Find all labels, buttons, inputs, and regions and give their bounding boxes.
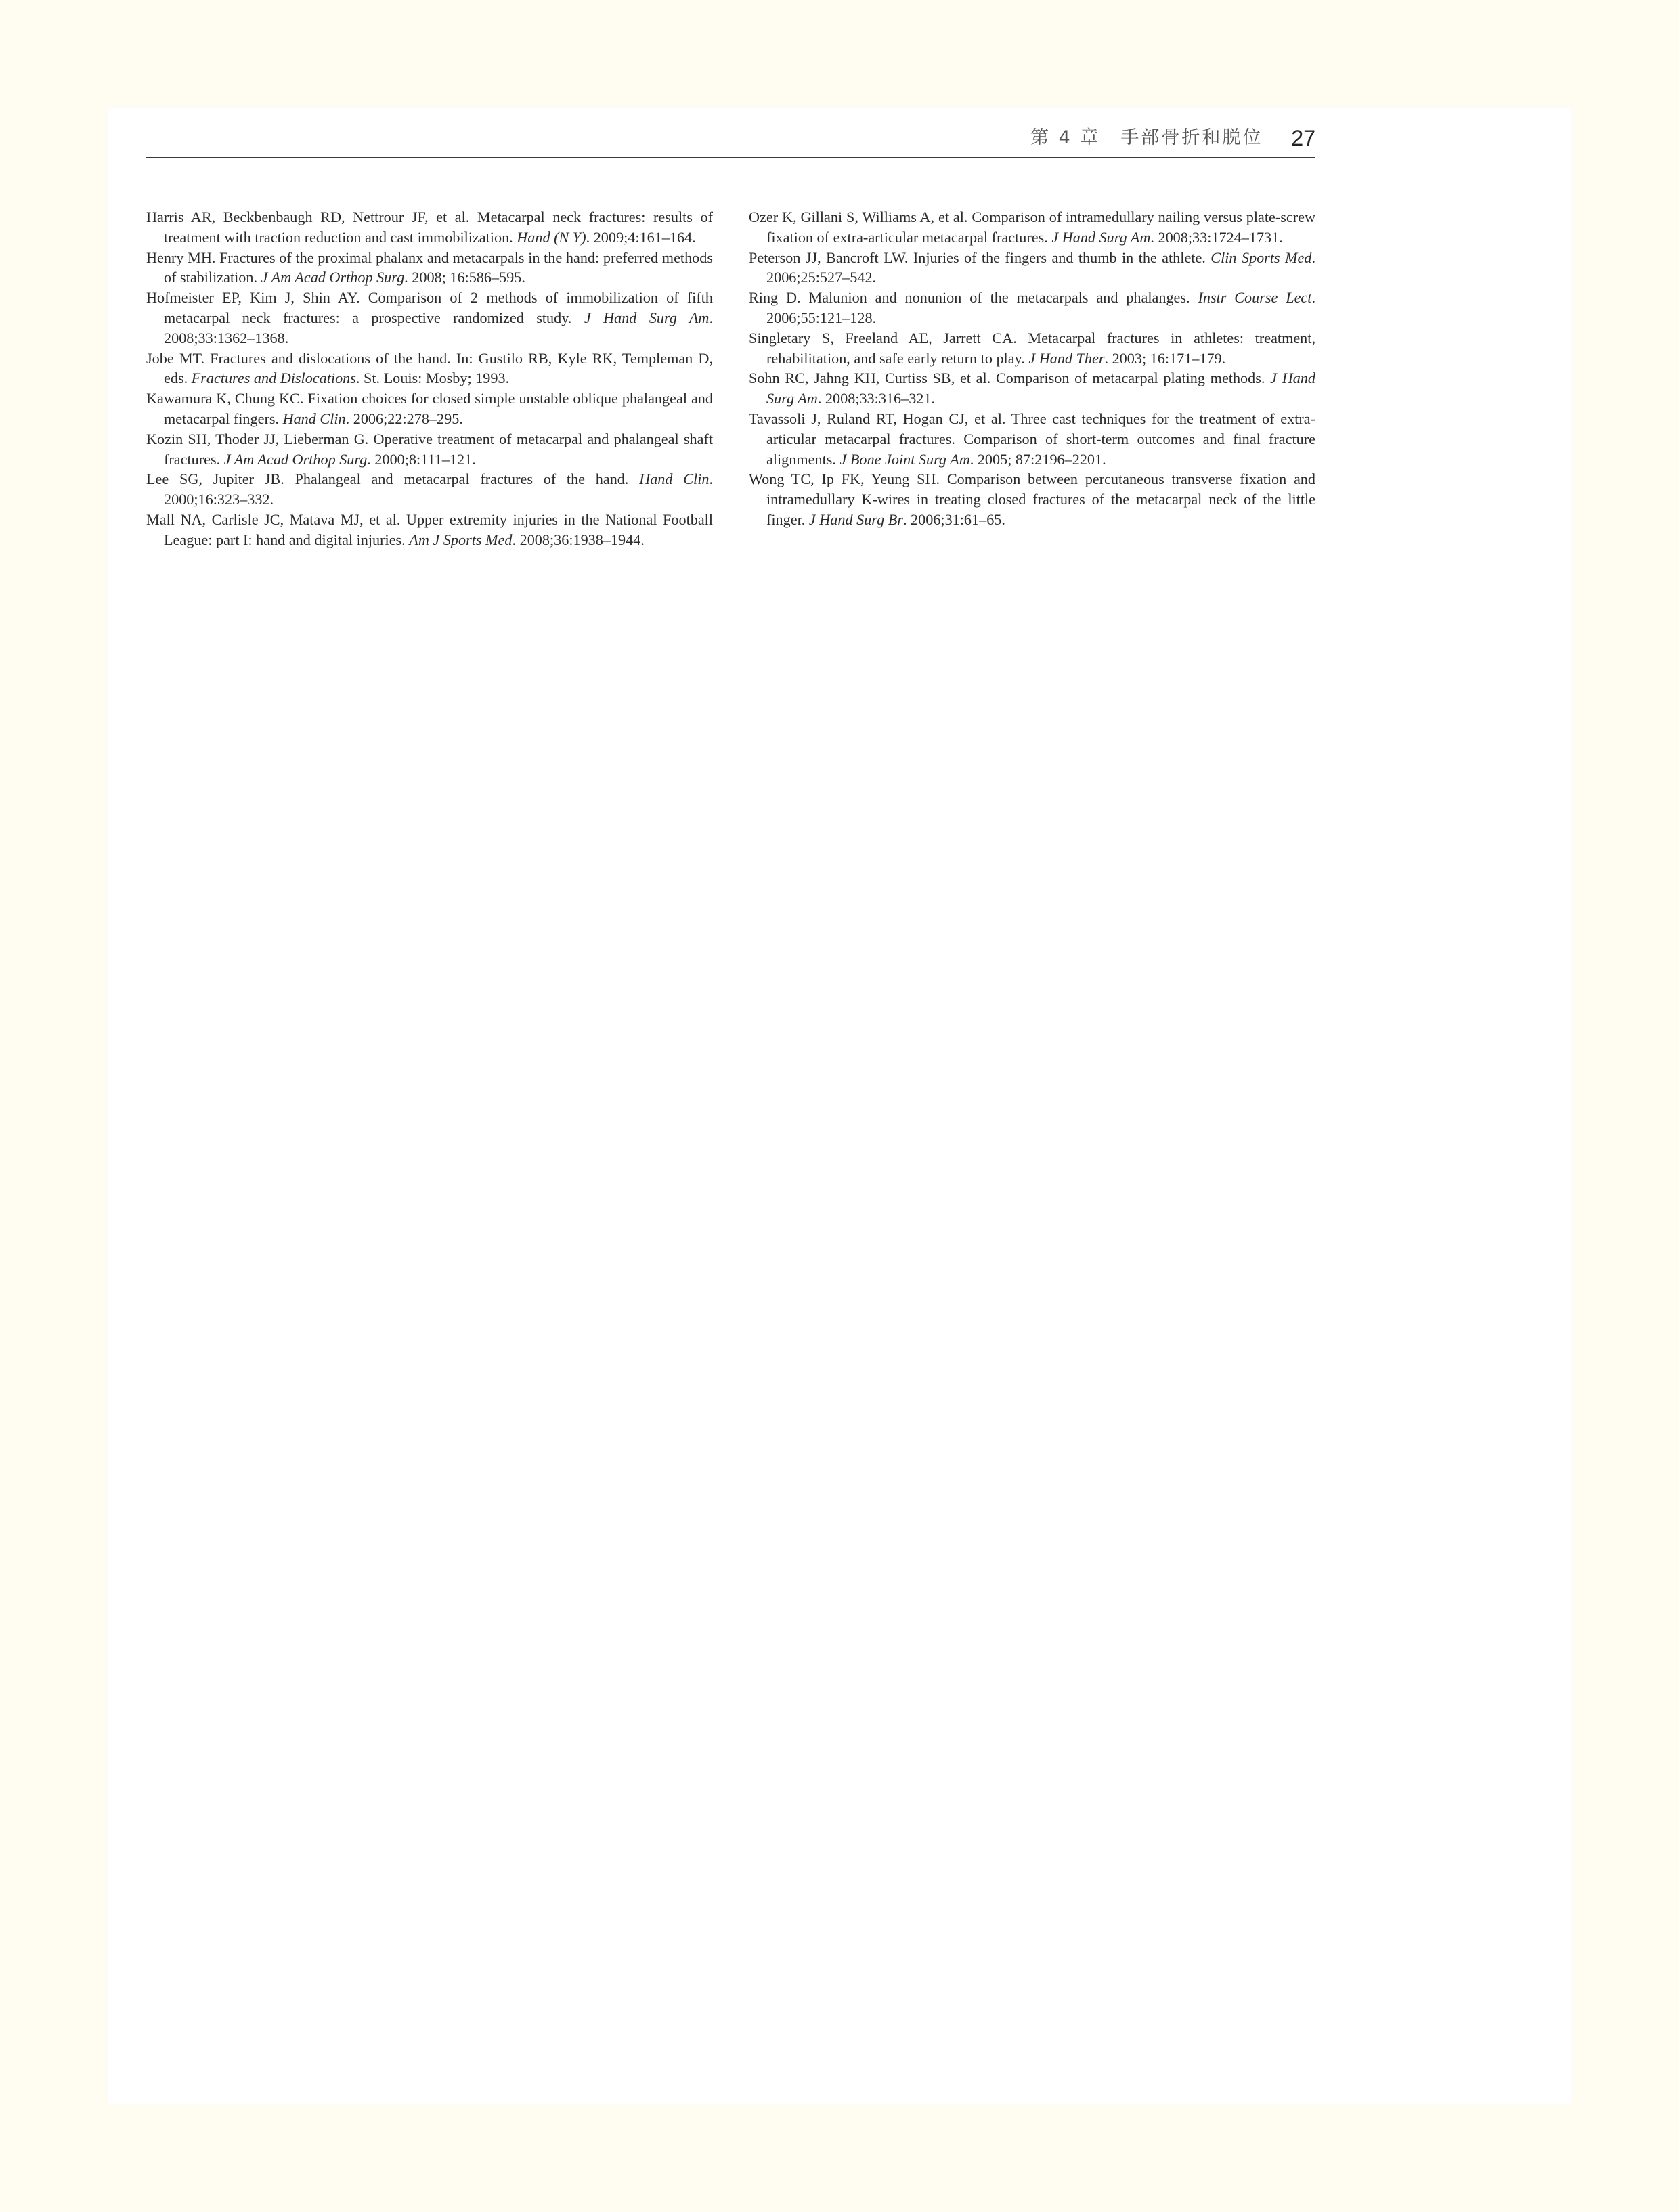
journal-name: Instr Course Lect [1198,289,1312,307]
journal-name: Hand (N Y) [517,228,586,246]
reference-entry: Wong TC, Ip FK, Yeung SH. Comparison between percutaneous transverse fixation and intramedullary K-wires in treating closed fractures of the metacarpal neck of the little finger. J Hand Surg Br. 2006;31:61–65. [749,470,1315,528]
reference-entry: Ring D. Malunion and nonunion of the metacarpals and phalanges. Instr Course Lect. 2006;55:121–128. [749,289,1315,326]
header-rule [146,157,1315,158]
journal-name: J Hand Surg Am [766,370,1316,407]
journal-name: J Hand Surg Am [584,309,710,326]
journal-name: Hand Clin [639,470,710,488]
journal-name: J Bone Joint Surg Am [840,450,970,468]
reference-entry: Kawamura K, Chung KC. Fixation choices for closed simple unstable oblique phalangeal and metacarpal fingers. Hand Clin. 2006;22:278–295. [146,390,713,427]
page-number: 27 [1291,126,1315,150]
reference-entry: Peterson JJ, Bancroft LW. Injuries of the fingers and thumb in the athlete. Clin Sports Med. 2006;25:527–542. [749,248,1315,286]
book-title: Fractures and Dislocations [191,370,356,387]
journal-name: Clin Sports Med [1211,248,1312,266]
references-left-column [146,207,713,550]
journal-name: J Hand Surg Am [1051,228,1151,246]
journal-name: J Hand Surg Br [808,510,903,528]
reference-entry: Jobe MT. Fractures and dislocations of the hand. In: Gustilo RB, Kyle RK, Templeman D, eds. Fractures and Dislocations. St. Louis: Mosby; 1993. [146,349,713,387]
reference-entry: Mall NA, Carlisle JC, Matava MJ, et al. Upper extremity injuries in the National Football League: part I: hand and digital injuries. Am J Sports Med. 2008;36:1938–1944. [146,510,713,548]
chapter-title: 第 4 章 手部骨折和脱位 [1030,127,1263,148]
reference-entry: Sohn RC, Jahng KH, Curtiss SB, et al. Comparison of metacarpal plating methods. J Hand Surg Am. 2008;33:316–321. [749,370,1316,407]
reference-entry: Henry MH. Fractures of the proximal phalanx and metacarpals in the hand: preferred methods of stabilization. J Am Acad Orthop Surg. 2008; 16:586–595. [146,248,713,286]
reference-entry: Harris AR, Beckbenbaugh RD, Nettrour JF, et al. Metacarpal neck fractures: results of treatment with traction reduction and cast immobilization. Hand (N Y). 2009;4:161–164. [146,208,713,246]
journal-name: J Am Acad Orthop Surg [261,269,405,286]
reference-entry: Tavassoli J, Ruland RT, Hogan CJ, et al. Three cast techniques for the treatment of extra-articular metacarpal fractures. Comparison of short-term outcomes and final fracture alignments. J Bone Joint Surg Am. 2005; 87:2196–2201. [749,410,1315,468]
journal-name: J Hand Ther [1028,349,1105,367]
journal-name: J Am Acad Orthop Surg [223,450,368,468]
reference-entry: Ozer K, Gillani S, Williams A, et al. Comparison of intramedullary nailing versus plate-screw fixation of extra-articular metacarpal fractures. J Hand Surg Am. 2008;33:1724–1731. [749,208,1315,246]
reference-entry: Lee SG, Jupiter JB. Phalangeal and metacarpal fractures of the hand. Hand Clin. 2000;16:323–332. [146,470,713,508]
reference-entry: Hofmeister EP, Kim J, Shin AY. Comparison of 2 methods of immobilization of fifth metacarpal neck fractures: a prospective randomized study. J Hand Surg Am. 2008;33:1362–1368. [146,289,714,347]
reference-entry: Singletary S, Freeland AE, Jarrett CA. Metacarpal fractures in athletes: treatment, rehabilitation, and safe early return to play. J Hand Ther. 2003; 16:171–179. [749,329,1315,367]
references-right-column [749,207,1315,530]
running-header [146,118,1315,150]
journal-name: Am J Sports Med [409,531,513,548]
reference-entry: Kozin SH, Thoder JJ, Lieberman G. Operative treatment of metacarpal and phalangeal shaft fractures. J Am Acad Orthop Surg. 2000;8:111–121. [146,430,713,468]
journal-name: Hand Clin [282,410,346,427]
